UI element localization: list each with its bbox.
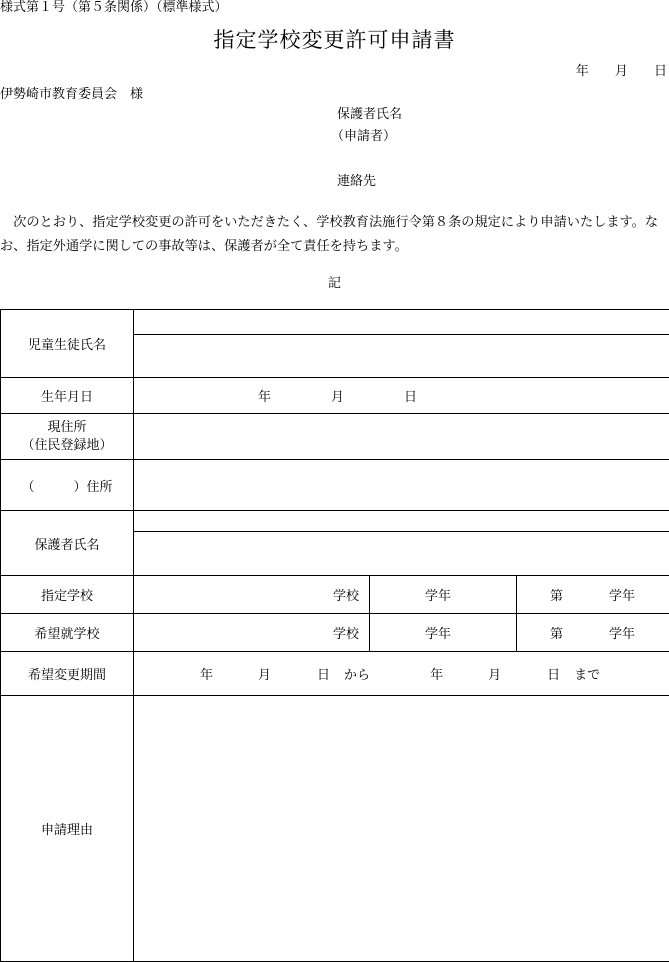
desired-school-label: 希望就学校 (1, 614, 134, 652)
designated-grade-number-field[interactable] (517, 576, 669, 614)
period-end-day: 日 (547, 668, 561, 683)
student-name-field[interactable] (134, 335, 669, 378)
request-statement: 次のとおり、指定学校変更の許可をいただきたく、学校教育法施行令第８条の規定により申請いたします。なお、指定外通学に関しての事故等は、保護者が全て責任を持ちます。 (0, 215, 659, 254)
other-address-label: （ ）住所 (1, 460, 134, 511)
reason-row (1, 695, 669, 961)
designated-school-row (1, 576, 669, 614)
desired-grade-field[interactable] (370, 614, 517, 652)
contact-label: 連絡先 (337, 174, 377, 189)
document-title: 指定学校変更許可申請書 (213, 28, 456, 52)
period-until: まで (574, 668, 601, 683)
birthdate-row (1, 378, 669, 414)
student-name-label: 児童生徒氏名 (1, 310, 134, 378)
desired-grade-suffix: 学年 (424, 627, 451, 643)
designated-school-suffix: 学校 (332, 589, 359, 605)
guardian-name-furigana-field[interactable] (134, 511, 669, 532)
application-form-table (0, 309, 669, 962)
guardian-name-row (1, 511, 669, 532)
period-start-month: 月 (258, 668, 272, 683)
current-address-label-line2: （住民登録地） (21, 437, 113, 453)
current-address-label-line1: 現住所 (47, 419, 87, 435)
desired-school-suffix: 学校 (332, 627, 359, 643)
desired-school-field[interactable] (134, 614, 370, 652)
birthdate-month: 月 (331, 390, 345, 406)
period-start-year: 年 (200, 668, 214, 683)
designated-dai: 第 (550, 589, 564, 605)
desired-grade-suffix-2: 学年 (609, 627, 636, 643)
period-start-day: 日 (317, 668, 331, 683)
designated-grade-field[interactable] (370, 576, 517, 614)
current-address-row (1, 414, 669, 460)
applicant-label: （申請者） (331, 129, 397, 144)
period-end-year: 年 (430, 668, 444, 683)
birthdate-day: 日 (404, 390, 418, 406)
period-label: 希望変更期間 (1, 652, 134, 695)
period-field[interactable] (134, 652, 669, 695)
form-guardian-name-label: 保護者氏名 (1, 511, 134, 576)
ki-marker: 記 (327, 276, 341, 291)
desired-grade-number-field[interactable] (517, 614, 669, 652)
period-from: から (344, 668, 371, 683)
student-name-row (1, 310, 669, 335)
student-name-furigana-field[interactable] (134, 310, 669, 335)
designated-school-label: 指定学校 (1, 576, 134, 614)
guardian-name-label: 保護者氏名 (337, 107, 403, 122)
other-address-field[interactable] (134, 460, 669, 511)
application-date: 年 月 日 (575, 64, 667, 79)
desired-school-row (1, 614, 669, 652)
designated-school-field[interactable] (134, 576, 370, 614)
guardian-name-field[interactable] (134, 532, 669, 576)
reason-field[interactable] (134, 695, 669, 961)
form-number: 様式第１号（第５条関係）（標準様式） (0, 0, 228, 15)
period-row (1, 652, 669, 695)
birthdate-field[interactable] (134, 378, 669, 414)
current-address-field[interactable] (134, 414, 669, 460)
desired-dai: 第 (550, 627, 564, 643)
current-address-label (1, 414, 134, 460)
birthdate-label: 生年月日 (1, 378, 134, 414)
other-address-row (1, 460, 669, 511)
addressee: 伊勢崎市教育委員会 様 (0, 87, 144, 102)
reason-label: 申請理由 (1, 695, 134, 961)
birthdate-year: 年 (258, 390, 272, 406)
designated-grade-suffix-2: 学年 (609, 589, 636, 605)
period-end-month: 月 (488, 668, 502, 683)
designated-grade-suffix: 学年 (424, 589, 451, 605)
